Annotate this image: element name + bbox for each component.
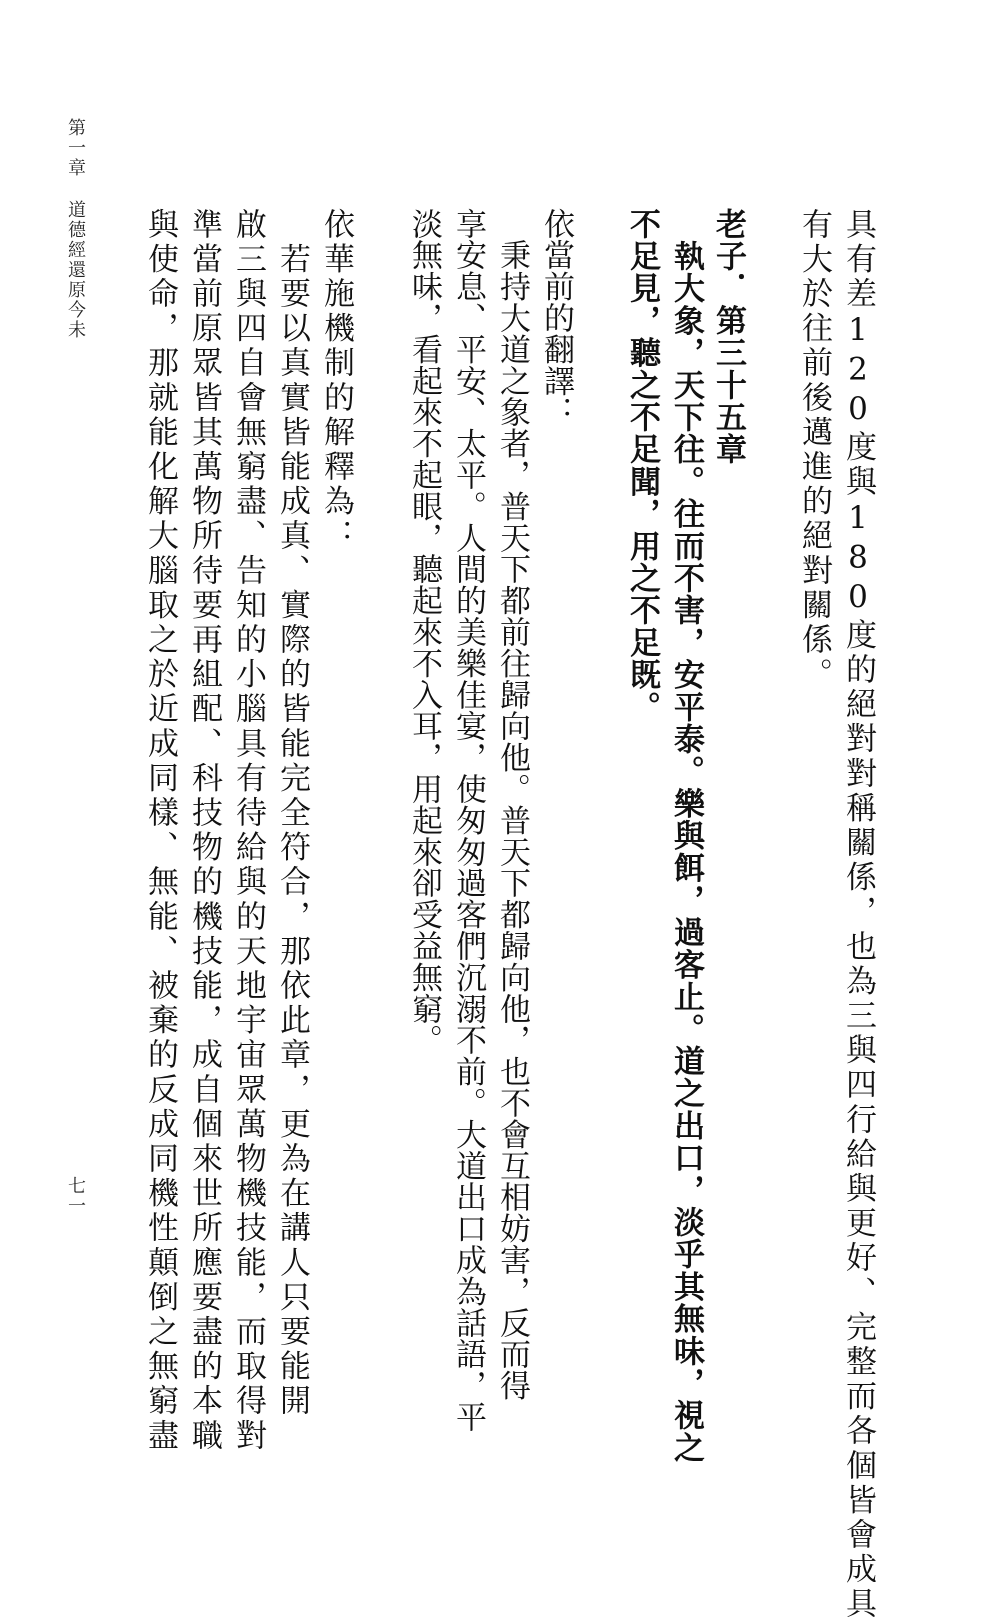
- quote-column: [620, 208, 664, 723]
- explanation-column: [270, 208, 314, 1419]
- column-text: 執大象，天下往。往而不害，安平泰。樂與餌，過客止。道之出口，淡乎其無味，視之: [668, 208, 704, 1464]
- text-column: [836, 208, 880, 1622]
- page-number-text: 七一: [65, 1176, 86, 1216]
- translation-column: [490, 208, 534, 1401]
- explanation-column: [138, 208, 182, 1454]
- translation-column: [402, 208, 446, 1056]
- column-text: 有大於往前後邁進的絕對關係。: [796, 208, 832, 693]
- page-number: [62, 1176, 88, 1216]
- column-text: 享安息、平安、太平。人間的美樂佳宴，使匆匆過客們沉溺不前。大道出口成為話語，平: [450, 208, 486, 1433]
- column-text: 不足見，聽之不足聞，用之不足既。: [624, 208, 660, 724]
- section-heading: [706, 208, 750, 466]
- column-text: 秉持大道之象者，普天下都前往歸向他。普天下都歸向他，也不會互相妨害，反而得: [494, 208, 530, 1402]
- quote-column: [664, 208, 708, 1464]
- text-column: [792, 208, 836, 692]
- explanation-column: [182, 208, 226, 1454]
- running-header: [62, 118, 88, 340]
- heading-text: 老子．第三十五章: [710, 208, 746, 466]
- column-text: 淡無味，看起來不起眼，聽起來不入耳，用起來卻受益無窮。: [406, 208, 442, 1056]
- column-text: 準當前原眾皆其萬物所待要再組配、科技物的機技能，成自個來世所應要盡的本職: [186, 208, 222, 1454]
- column-text: 啟三與四自會無窮盡、告知的小腦具有待給與的天地宇宙眾萬物機技能，而取得對: [230, 208, 266, 1454]
- explanation-column: [226, 208, 270, 1454]
- book-title: 道德經還原今未: [65, 200, 86, 340]
- column-text: 具有差120度與180度的絕對對稱關係，也為三與四行給與更好、完整而各個皆會成具: [840, 208, 876, 1622]
- chapter-label: 第一章: [65, 118, 86, 178]
- heading-text: 依華施機制的解釋為：: [318, 208, 354, 554]
- explanation-heading: [314, 208, 358, 554]
- column-text: 與使命，那就能化解大腦取之於近成同樣、無能、被棄的反成同機性顛倒之無窮盡: [142, 208, 178, 1454]
- heading-text: 依當前的翻譯：: [538, 208, 574, 428]
- translation-heading: [534, 208, 578, 428]
- column-text: 若要以真實皆能成真、實際的皆能完全符合，那依此章，更為在講人只要能開: [274, 208, 310, 1419]
- translation-column: [446, 208, 490, 1433]
